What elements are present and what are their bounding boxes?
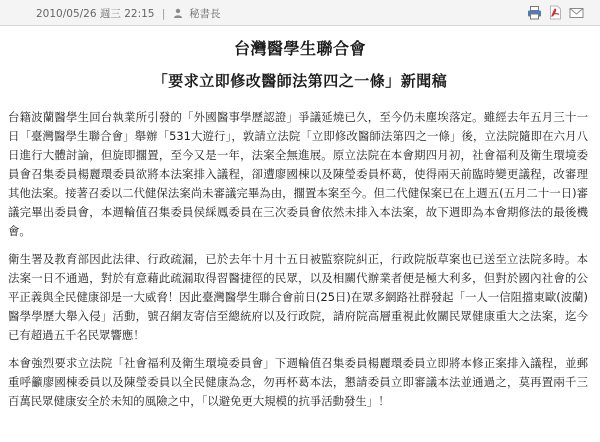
meta-separator: | xyxy=(161,8,166,20)
email-icon[interactable] xyxy=(569,5,584,20)
user-icon xyxy=(173,8,183,18)
article-paragraph-1: 台籍波蘭醫學生回台執業所引發的「外國醫事學歷認證」爭議延燒已久，至今仍未塵埃落定。雖經去年五月三十一日「臺灣醫學生聯合會」舉辦「531大遊行」，敦請立法院「立即修改醫師法第四之一條」後，立法院隨即在六月八日進行大體討論，但旋即擱置，至今又是一年，法案全無進展。原立法院在本會期四月初，社會福利及衛生環境委員會召集委員楊麗環委員欲將本法案排入議程，卻遭廖國棟以及陳瑩委員杯葛，使得兩天前臨時變更議程，改審理其他法案。接著召委以二代健保法案尚未審議完畢為由，擱置本案至今。但二代健保案已在上週五(五月二十一日)審議完畢出委員會，本週輪值召集委員侯綵鳳委員在三次委員會依然未排入本法案，故下週即為本會期修法的最後機會。 xyxy=(8,110,588,238)
article-paragraph-2: 衛生署及教育部因此法律、行政疏漏，已於去年十月十五日被監察院糾正，行政院版草案也已送至立法院多時。本法案一日不通過，對於有意藉此疏漏取得習醫捷徑的民眾，以及相關代辦業者便是極大利多，但對於國內社會的公平正義與全民健康卻是一大威脅！因此臺灣醫學生聯合會前日(25日)在眾多網路社群發起「一人一信阻擋東歐(波蘭)醫學學歷大舉入侵」活動，號召網友寄信至總統府以及行政院，請府院高層重視此攸關民眾健康重大之法案，迄今已有超過五千名民眾響應！ xyxy=(8,252,588,342)
printer-icon[interactable] xyxy=(527,5,542,20)
post-author[interactable]: 秘書長 xyxy=(189,8,221,20)
article-tools xyxy=(527,5,584,20)
post-weekday: 週三 xyxy=(99,8,121,20)
post-meta xyxy=(36,6,221,21)
article-body xyxy=(8,108,588,420)
post-meta-bar xyxy=(0,0,600,26)
article-title: 台灣醫學生聯合會 xyxy=(233,39,366,58)
article-subtitle: 「要求立即修改醫師法第四之一條」新聞稿 xyxy=(152,72,448,90)
article-paragraph-3: 本會強烈要求立法院「社會福利及衛生環境委員會」下週輪值召集委員楊麗環委員立即將本修正案排入議程，並郵重呼籲廖國棟委員以及陳瑩委員以全民健康為念，勿再杯葛本法，懇請委員立即審議本法並通過之，莫再置兩千三百萬民眾健康安全於未知的風險之中，「以避免更大規模的抗爭活動發生」！ xyxy=(8,356,588,408)
post-date: 2010/05/26 xyxy=(36,8,97,20)
pdf-icon[interactable] xyxy=(548,5,563,20)
post-time: 22:15 xyxy=(124,8,155,20)
